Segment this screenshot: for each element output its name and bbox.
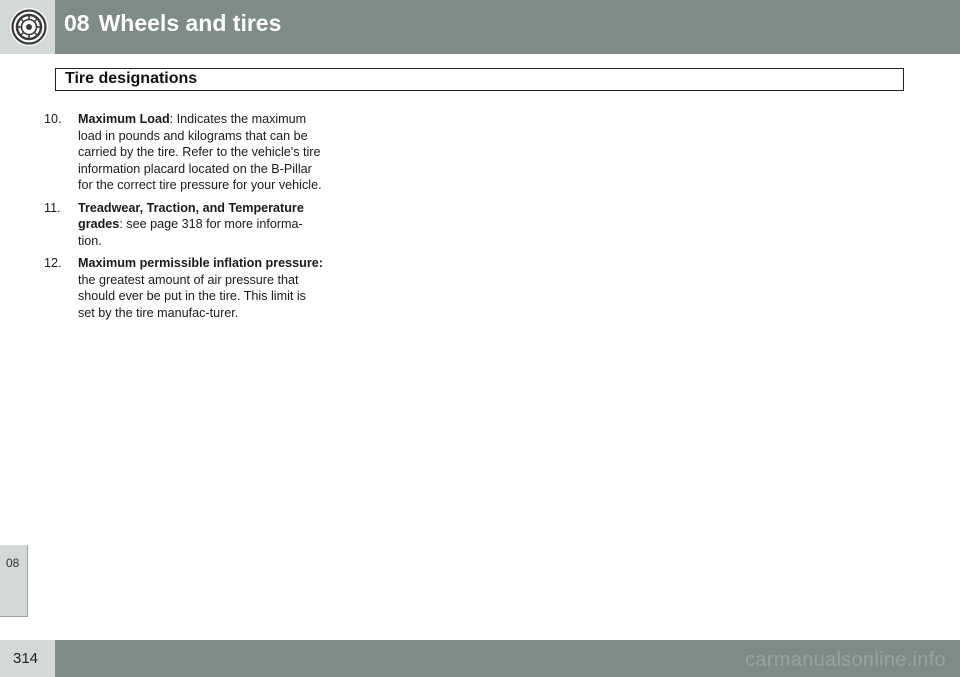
item-number: 10. [44,112,62,126]
list-item [44,255,324,321]
designation-list [44,111,324,327]
list-item [44,200,324,250]
chapter-icon-box [0,0,55,54]
item-text [78,200,324,250]
side-tab-label: 08 [6,556,20,570]
watermark: carmanualsonline.info [745,649,946,671]
page-number: 314 [13,650,39,667]
chapter-number: 08 [64,10,90,36]
footer-bar [55,640,960,677]
list-item [44,111,324,194]
item-description: : Indicates the maximum load in pounds and kilograms that can be carried by the tire. Refer to the vehicle's tire information placard located on the B-Pillar for the correct tire pressure for your vehicle. [78,112,322,192]
item-description: : see page 318 for more informa-tion. [78,217,303,248]
header-bar [0,0,960,54]
chapter-title-text: Wheels and tires [98,10,282,36]
item-text [78,111,324,194]
item-description: the greatest amount of air pressure that should ever be put in the tire. This limit is set by the tire manufac-turer. [78,272,306,320]
item-term: Treadwear, Traction, and Temperature grades [78,200,304,231]
wheel-icon [9,7,49,47]
page-number-box [0,640,55,677]
chapter-title [64,10,281,37]
item-term: Maximum permissible inflation pressure: [78,256,323,270]
item-text [78,255,324,321]
chapter-side-tab[interactable] [0,545,28,617]
section-header [55,68,904,91]
section-title: Tire designations [65,70,198,87]
item-term: Maximum Load [78,112,170,126]
item-number: 12. [44,256,62,270]
item-number: 11. [44,200,61,215]
